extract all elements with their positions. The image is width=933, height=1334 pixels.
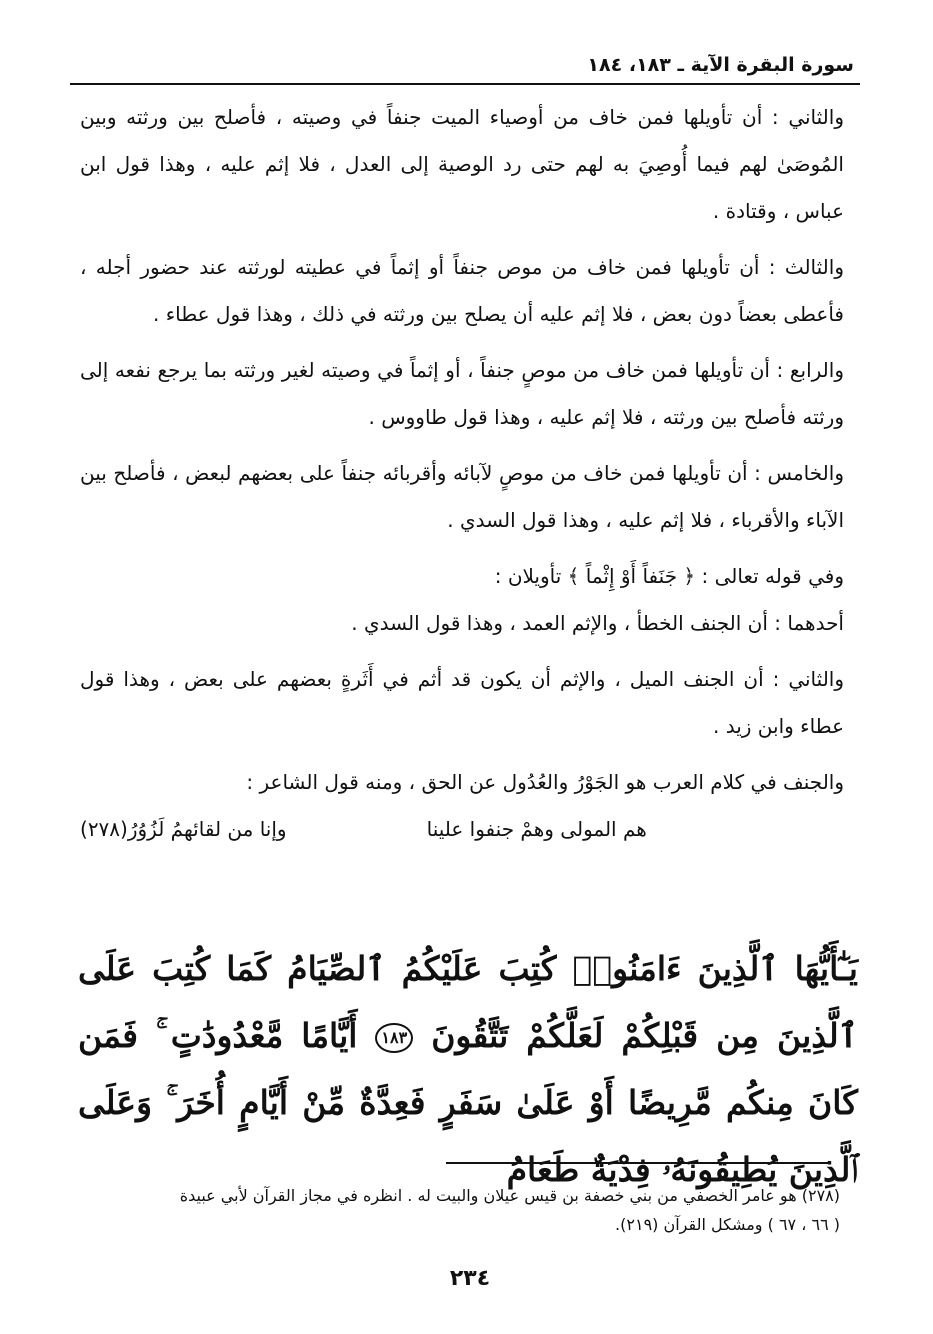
header-rule: [70, 83, 860, 85]
footnote-rule: [446, 1162, 829, 1164]
paragraph-second-opinion: والثاني : أن تأويلها فمن خاف من أوصياء الميت جنفاً في وصيته ، فأصلح بين ورثته وبين المُوصَىٰ لهم فيما أُوصِيَ به لهم حتى رد الوصية إلى العدل ، فلا إثم عليه ، وهذا قول ابن عباس ، وقتادة .: [80, 105, 844, 223]
poem-second-hemistich: وإنا من لقائهمُ لَزُوُرُ(٢٧٨): [80, 817, 287, 841]
paragraph-janaf-meaning: والجنف في كلام العرب هو الجَوْرُ والعُدُول عن الحق ، ومنه قول الشاعر :: [246, 770, 844, 794]
paragraph-first-interpretation: أحدهما : أن الجنف الخطأ ، والإثم العمد ، وهذا قول السدي .: [351, 611, 844, 635]
footnote-line-1: (٢٧٨) هو عامر الخصفي من بني خصفة بن قيس عيلان والبيت له . انظره في مجاز القرآن لأبي عبيدة: [179, 1186, 840, 1205]
running-header: سورة البقرة الآية ـ ١٨٣، ١٨٤: [587, 54, 854, 76]
ayah-number-mark: ١٨٣: [375, 1023, 413, 1053]
paragraph-fifth-opinion: والخامس : أن تأويلها فمن خاف من موصٍ لآبائه وأقربائه جنفاً على بعضهم لبعض ، فأصلح بين الآباء والأقرباء ، فلا إثم عليه ، وهذا قول السدي .: [80, 461, 844, 532]
poem-first-hemistich: هم المولى وهمْ جنفوا علينا: [426, 817, 647, 841]
footnote-line-2: ( ٦٦ ، ٦٧ ) ومشكل القرآن (٢١٩).: [615, 1215, 840, 1234]
commentary-text: [80, 94, 844, 852]
paragraph-second-interpretation: والثاني : أن الجنف الميل ، والإثم أن يكون قد أثم في أَثَرةٍ بعضهم على بعض ، وهذا قول عطاء وابن زيد .: [80, 667, 844, 738]
page-number: ٢٣٤: [449, 1266, 491, 1291]
quran-verse-183: يَـٰٓأَيُّهَا ٱلَّذِينَ ءَامَنُوا۟ كُتِبَ عَلَيْكُمُ ٱلصِّيَامُ كَمَا كُتِبَ عَلَى ٱلَّذِينَ مِن قَبْلِكُمْ لَعَلَّكُمْ تَتَّقُونَ: [78, 949, 858, 1055]
paragraph-verse-interpretations: وفي قوله تعالى : ﴿ جَنَفاً أَوْ إِثْماً ﴾ تأويلان :: [494, 564, 844, 588]
paragraph-fourth-opinion: والرابع : أن تأويلها فمن خاف من موصٍ جنفاً ، أو إثماً في وصيته لغير ورثته بما يرجع نفعه إلى ورثته فأصلح بين ورثته ، فلا إثم عليه ، وهذا قول طاووس .: [80, 358, 844, 429]
paragraph-third-opinion: والثالث : أن تأويلها فمن خاف من موص جنفاً أو إثماً في عطيته لورثته عند حضور أجله ، فأعطى بعضاً دون بعض ، فلا إثم عليه أن يصلح بين ورثته في ذلك ، وهذا قول عطاء .: [80, 255, 844, 326]
poem-line: [80, 806, 844, 852]
quran-verse-184: أَيَّامًا مَّعْدُودَٰتٍ ۚ فَمَن كَانَ مِنكُم مَّرِيضًا أَوْ عَلَىٰ سَفَرٍ فَعِدَّةٌ مِّنْ أَيَّامٍ أُخَرَ ۚ وَعَلَى ٱلَّذِينَ يُطِيقُونَهُۥ فِدْيَةٌ طَعَامُ: [78, 1016, 858, 1189]
footnote: [80, 1181, 840, 1239]
